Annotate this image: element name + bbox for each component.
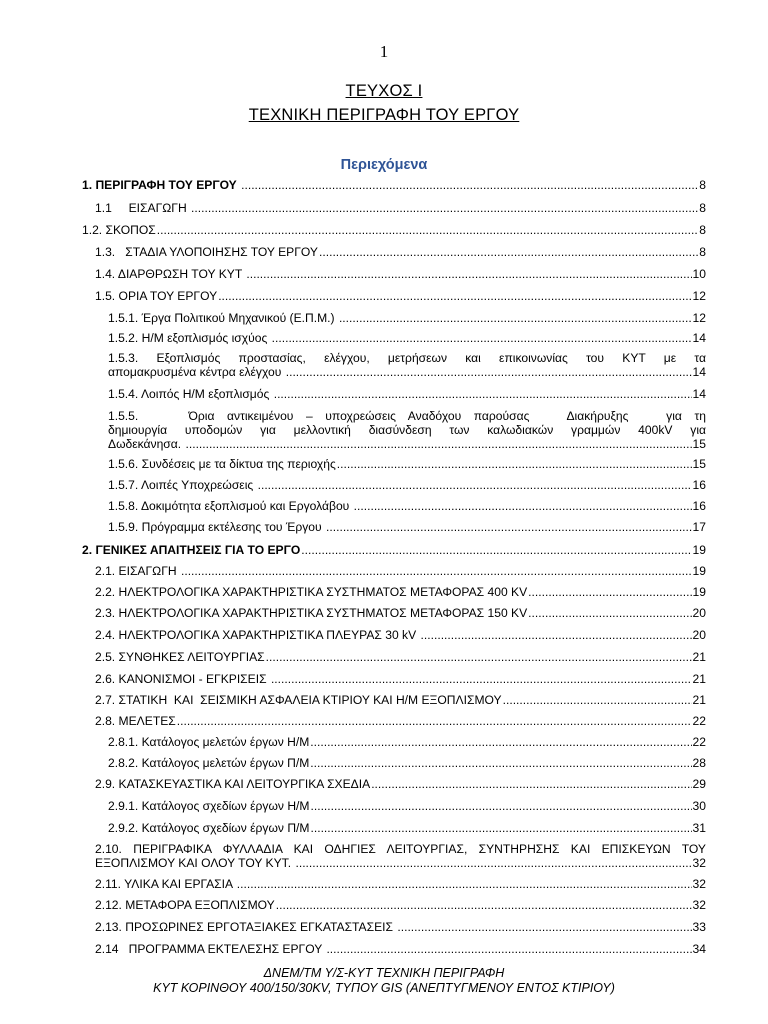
toc-entry[interactable] <box>95 289 706 303</box>
toc-entry-title: 1.5.5. Όρια αντικειμένου – υποχρεώσεις Αναδόχου παρούσας Διακήρυξης για τη <box>108 409 706 423</box>
toc-dot-leader <box>272 331 692 345</box>
toc-entry[interactable] <box>108 311 706 325</box>
toc-entry-title: 2.5. ΣΥΝΘΗΚΕΣ ΛΕΙΤΟΥΡΓΙΑΣ <box>95 650 265 664</box>
toc-entry[interactable] <box>108 409 706 451</box>
toc-entry-title: 1.5.6. Συνδέσεις με τα δίκτυα της περιοχής <box>108 457 336 471</box>
toc-page-number: 21 <box>692 650 706 664</box>
toc-dot-leader <box>421 628 692 642</box>
toc-entry[interactable] <box>108 457 706 471</box>
toc-dot-leader <box>276 898 692 912</box>
toc-entry-title: 1. ΠΕΡΙΓΡΑΦΗ ΤΟΥ ΕΡΓΟΥ <box>82 178 241 192</box>
toc-entry-title: 2.8.1. Κατάλογος μελετών έργων Η/Μ <box>108 735 310 749</box>
toc-dot-leader <box>274 387 692 401</box>
toc-dot-leader <box>354 499 692 513</box>
toc-dot-leader <box>286 365 692 379</box>
toc-entry-title: 2.12. ΜΕΤΑΦΟΡΑ ΕΞΟΠΛΙΣΜΟΥ <box>95 898 275 912</box>
toc-page-number: 33 <box>692 920 706 934</box>
toc-page-number: 8 <box>699 201 706 215</box>
toc-entry-title: 2.9.1. Κατάλογος σχεδίων έργων Η/Μ <box>108 799 310 813</box>
toc-dot-leader <box>339 311 692 325</box>
toc-entry[interactable] <box>95 842 706 870</box>
toc-page-number: 12 <box>692 289 706 303</box>
toc-page-number: 30 <box>692 799 706 813</box>
toc-dot-leader <box>271 672 692 686</box>
toc-dot-leader <box>528 585 691 599</box>
toc-page-number: 8 <box>699 223 706 237</box>
toc-entry-title: 2.8.2. Κατάλογος μελετών έργων Π/Μ <box>108 756 310 770</box>
toc-dot-leader <box>310 821 691 835</box>
toc-entry[interactable] <box>95 920 706 934</box>
toc-entry-title: 1.5. ΟΡΙΑ ΤΟΥ ΕΡΓΟΥ <box>95 289 218 303</box>
toc-entry-title: 1.5.2. Η/Μ εξοπλισμός ισχύος <box>108 331 271 345</box>
toc-entry[interactable] <box>82 178 706 192</box>
toc-dot-leader <box>157 223 699 237</box>
toc-entry[interactable] <box>95 777 706 791</box>
toc-entry[interactable] <box>95 877 706 891</box>
document-title: ΤΕΥΧΟΣ Ι <box>345 82 423 100</box>
toc-page-number: 19 <box>692 564 706 578</box>
toc-entry-title: 2.8. ΜΕΛΕΤΕΣ <box>95 714 176 728</box>
toc-entry-title: ΕΞΟΠΛΙΣΜΟΥ ΚΑΙ ΟΛΟΥ ΤΟΥ ΚΥΤ. <box>95 856 295 870</box>
toc-dot-leader <box>246 267 691 281</box>
toc-page-number: 14 <box>692 387 706 401</box>
toc-entry-title: 1.3. ΣΤΑΔΙΑ ΥΛΟΠΟΙΗΣΗΣ ΤΟΥ ΕΡΓΟΥ <box>95 245 318 259</box>
toc-dot-leader <box>528 606 691 620</box>
toc-entry[interactable] <box>108 351 706 379</box>
toc-entry[interactable] <box>95 585 706 599</box>
toc-entry-title: 1.5.9. Πρόγραμμα εκτέλεσης του Έργου <box>108 520 326 534</box>
toc-entry[interactable] <box>108 331 706 345</box>
toc-page-number: 16 <box>692 499 706 513</box>
toc-entry-title: 2.1. ΕΙΣΑΓΩΓΗ <box>95 564 180 578</box>
toc-page-number: 8 <box>699 178 706 192</box>
toc-entry-title: 2.10. ΠΕΡΙΓΡΑΦΙΚΑ ΦΥΛΛΑΔΙΑ ΚΑΙ ΟΔΗΓΙΕΣ ΛΕΙΤΟΥΡΓΙΑΣ, ΣΥΝΤΗΡΗΣΗΣ ΚΑΙ ΕΠΙΣΚΕΥΩΝ ΤΟΥ <box>95 842 706 856</box>
toc-page-number: 21 <box>692 693 706 707</box>
page-number: 1 <box>379 42 389 61</box>
toc-entry[interactable] <box>95 650 706 664</box>
toc-dot-leader <box>237 877 692 891</box>
toc-dot-leader <box>310 756 691 770</box>
toc-dot-leader <box>310 799 691 813</box>
toc-page-number: 20 <box>692 628 706 642</box>
toc-dot-leader <box>326 520 692 534</box>
toc-entry-title: 1.4. ΔΙΑΡΘΡΩΣΗ ΤΟΥ ΚΥΤ <box>95 267 246 281</box>
toc-heading: Περιεχόμενα <box>340 157 428 173</box>
toc-entry-title: δημιουργία υποδομών για μελλοντική διασύνδεση των καλωδιακών γραμμών 400kV για <box>108 423 706 437</box>
toc-dot-leader <box>326 942 691 956</box>
toc-dot-leader <box>258 478 692 492</box>
toc-entry-title: απομακρυσμένα κέντρα ελέγχου <box>108 365 285 379</box>
toc-entry-title: 2.11. ΥΛΙΚΑ ΚΑΙ ΕΡΓΑΣΙΑ <box>95 877 236 891</box>
toc-page-number: 17 <box>692 520 706 534</box>
toc-page-number: 22 <box>692 714 706 728</box>
toc-entry[interactable] <box>82 543 706 557</box>
toc-page-number: 31 <box>692 821 706 835</box>
toc-entry-title: 2.14 ΠΡΟΓΡΑΜΜΑ ΕΚΤΕΛΕΣΗΣ ΕΡΓΟΥ <box>95 942 326 956</box>
toc-dot-leader <box>191 201 698 215</box>
toc-entry[interactable] <box>95 672 706 686</box>
toc-entry-title: 1.1 ΕΙΣΑΓΩΓΗ <box>95 201 191 215</box>
toc-page-number: 32 <box>692 877 706 891</box>
toc-entry-title: 2.2. ΗΛΕΚΤΡΟΛΟΓΙΚΑ ΧΑΡΑΚΤΗΡΙΣΤΙΚΑ ΣΥΣΤΗΜΑΤΟΣ ΜΕΤΑΦΟΡΑΣ 400 KV <box>95 585 528 599</box>
toc-dot-leader <box>310 735 691 749</box>
toc-entry-title: 2.7. ΣΤΑΤΙΚΗ ΚΑΙ ΣΕΙΣΜΙΚΗ ΑΣΦΑΛΕΙΑ ΚΤΙΡΙΟΥ ΚΑΙ Η/Μ ΕΞΟΠΛΙΣΜΟΥ <box>95 693 502 707</box>
toc-entry-title: 2. ΓΕΝΙΚΕΣ ΑΠΑΙΤΗΣΕΙΣ ΓΙΑ ΤΟ ΕΡΓΟ <box>82 543 301 557</box>
toc-entry-title: 2.4. ΗΛΕΚΤΡΟΛΟΓΙΚΑ ΧΑΡΑΚΤΗΡΙΣΤΙΚΑ ΠΛΕΥΡΑΣ 30 kV <box>95 628 420 642</box>
toc-entry[interactable] <box>108 756 706 770</box>
toc-entry-title: Δωδεκάνησα. <box>108 437 185 451</box>
toc-entry-title: 1.5.8. Δοκιμότητα εξοπλισμού και Εργολάβου <box>108 499 353 513</box>
toc-dot-leader <box>371 777 691 791</box>
toc-entry[interactable] <box>95 201 706 215</box>
toc-page-number: 22 <box>692 735 706 749</box>
toc-entry[interactable] <box>95 606 706 620</box>
toc-entry[interactable] <box>108 499 706 513</box>
toc-dot-leader <box>241 178 698 192</box>
toc-page-number: 15 <box>692 457 706 471</box>
toc-page-number: 32 <box>692 856 706 870</box>
toc-entry-title: 2.9. ΚΑΤΑΣΚΕΥΑΣΤΙΚΑ ΚΑΙ ΛΕΙΤΟΥΡΓΙΚΑ ΣΧΕΔΙΑ <box>95 777 371 791</box>
footer-line-1: ΔΝΕΜ/ΤΜ Υ/Σ-ΚΥΤ ΤΕΧΝΙΚΗ ΠΕΡΙΓΡΑΦΗ <box>263 966 505 980</box>
toc-page-number: 19 <box>692 585 706 599</box>
toc-dot-leader <box>301 543 691 557</box>
toc-entry[interactable] <box>108 387 706 401</box>
toc-entry[interactable] <box>95 245 706 259</box>
toc-entry-title: 1.5.4. Λοιπός Η/Μ εξοπλισμός <box>108 387 273 401</box>
toc-entry[interactable] <box>95 628 706 642</box>
toc-dot-leader <box>337 457 692 471</box>
toc-page-number: 20 <box>692 606 706 620</box>
toc-page-number: 14 <box>692 365 706 379</box>
toc-entry-title: 2.6. ΚΑΝΟΝΙΣΜΟΙ - ΕΓΚΡΙΣΕΙΣ <box>95 672 270 686</box>
toc-entry[interactable] <box>95 267 706 281</box>
toc-entry[interactable] <box>95 693 706 707</box>
toc-dot-leader <box>397 920 691 934</box>
toc-entry[interactable] <box>95 714 706 728</box>
toc-entry-title: 1.5.1. Έργα Πολιτικού Μηχανικού (Ε.Π.Μ.) <box>108 311 338 325</box>
toc-entry-title: 2.3. ΗΛΕΚΤΡΟΛΟΓΙΚΑ ΧΑΡΑΚΤΗΡΙΣΤΙΚΑ ΣΥΣΤΗΜΑΤΟΣ ΜΕΤΑΦΟΡΑΣ 150 KV <box>95 606 528 620</box>
toc-page-number: 15 <box>692 437 706 451</box>
toc-dot-leader <box>218 289 691 303</box>
toc-page-number: 8 <box>699 245 706 259</box>
toc-entry-title: 1.2. ΣΚΟΠΟΣ <box>82 223 156 237</box>
toc-dot-leader <box>295 856 691 870</box>
toc-page-number: 32 <box>692 898 706 912</box>
toc-page-number: 16 <box>692 478 706 492</box>
document-subtitle: ΤΕΧΝΙΚΗ ΠΕΡΙΓΡΑΦΗ ΤΟΥ ΕΡΓΟΥ <box>248 106 520 124</box>
toc-entry-title: 2.13. ΠΡΟΣΩΡΙΝΕΣ ΕΡΓΟΤΑΞΙΑΚΕΣ ΕΓΚΑΤΑΣΤΑΣΕΙΣ <box>95 920 397 934</box>
toc-entry-title: 2.9.2. Κατάλογος σχεδίων έργων Π/Μ <box>108 821 310 835</box>
toc-entry[interactable] <box>108 735 706 749</box>
toc-dot-leader <box>181 564 692 578</box>
toc-page-number: 28 <box>692 756 706 770</box>
toc-entry[interactable] <box>82 223 706 237</box>
toc-dot-leader <box>185 437 691 451</box>
toc-page-number: 21 <box>692 672 706 686</box>
toc-page-number: 10 <box>692 267 706 281</box>
toc-dot-leader <box>266 650 692 664</box>
toc-page-number: 14 <box>692 331 706 345</box>
toc-entry-title: 1.5.7. Λοιπές Υποχρεώσεις <box>108 478 257 492</box>
toc-entry[interactable] <box>95 942 706 956</box>
toc-entry[interactable] <box>108 478 706 492</box>
toc-entry[interactable] <box>95 898 706 912</box>
toc-page-number: 29 <box>692 777 706 791</box>
footer-line-2: ΚΥΤ ΚΟΡΙΝΘΟΥ 400/150/30KV, ΤΥΠΟΥ GIS (ΑΝΕΠΤΥΓΜΕΝΟΥ ΕΝΤΟΣ ΚΤΙΡΙΟΥ) <box>153 981 615 995</box>
toc-page-number: 12 <box>692 311 706 325</box>
toc-dot-leader <box>177 714 692 728</box>
toc-dot-leader <box>319 245 698 259</box>
toc-dot-leader <box>503 693 692 707</box>
toc-entry[interactable] <box>108 520 706 534</box>
toc-page-number: 19 <box>692 543 706 557</box>
toc-entry[interactable] <box>95 564 706 578</box>
toc-entry[interactable] <box>108 799 706 813</box>
toc-entry-title: 1.5.3. Εξοπλισμός προστασίας, ελέγχου, μετρήσεων και επικοινωνίας του ΚΥΤ με τα <box>108 351 706 365</box>
toc-page-number: 34 <box>692 942 706 956</box>
toc-entry[interactable] <box>108 821 706 835</box>
